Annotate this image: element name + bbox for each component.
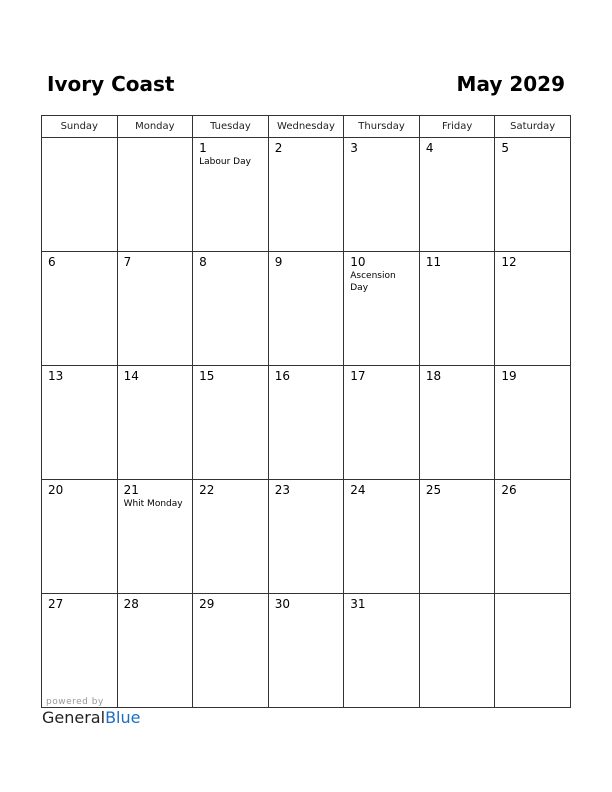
day-cell [193, 594, 269, 708]
day-number: 25 [425, 483, 442, 497]
day-number: 15 [199, 369, 215, 383]
day-number: 13 [48, 369, 64, 383]
week-row [42, 480, 571, 594]
weekday-header-sunday: Sunday [42, 116, 118, 138]
day-number: 31 [350, 597, 366, 611]
day-cell [193, 138, 269, 252]
day-cell [419, 252, 495, 366]
day-cell [268, 252, 344, 366]
day-number: 16 [274, 369, 290, 383]
day-cell [495, 252, 571, 366]
day-cell [268, 138, 344, 252]
day-cell [419, 480, 495, 594]
day-cell [344, 480, 420, 594]
day-cell [117, 366, 193, 480]
day-number: 20 [48, 483, 64, 497]
weekday-header-tuesday: Tuesday [193, 116, 269, 138]
day-number: 4 [425, 141, 434, 155]
day-cell [117, 480, 193, 594]
powered-by-label: powered by [46, 697, 104, 707]
holiday-label: Ascension Day [350, 271, 396, 293]
day-number: 6 [48, 255, 56, 269]
day-cell [495, 366, 571, 480]
day-number: 9 [274, 255, 283, 269]
day-number: 28 [123, 597, 139, 611]
day-number: 12 [501, 255, 517, 269]
day-number: 1 [199, 141, 207, 155]
day-number: 5 [501, 141, 510, 155]
day-cell [42, 138, 118, 252]
day-cell [344, 594, 420, 708]
week-row [42, 366, 571, 480]
weekday-header-thursday: Thursday [344, 116, 420, 138]
day-cell [193, 366, 269, 480]
day-cell [193, 480, 269, 594]
day-cell [117, 594, 193, 708]
day-number: 24 [350, 483, 366, 497]
day-cell [344, 252, 420, 366]
day-cell [42, 480, 118, 594]
weekday-header-wednesday: Wednesday [268, 116, 344, 138]
day-cell [42, 252, 118, 366]
day-number: 8 [199, 255, 207, 269]
day-number: 21 [123, 483, 139, 497]
weekday-header-saturday: Saturday [495, 116, 571, 138]
day-cell [419, 138, 495, 252]
day-cell [495, 594, 571, 708]
day-number: 14 [123, 369, 139, 383]
weekday-header-monday: Monday [117, 116, 193, 138]
day-cell [42, 366, 118, 480]
holiday-label: Labour Day [199, 157, 251, 167]
day-cell [193, 252, 269, 366]
day-number: 26 [501, 483, 517, 497]
month-year-title: May 2029 [456, 72, 565, 96]
week-row [42, 594, 571, 708]
day-cell [268, 480, 344, 594]
day-number: 22 [199, 483, 215, 497]
day-number: 3 [350, 141, 358, 155]
week-row [42, 252, 571, 366]
weekday-header-row [42, 116, 571, 138]
day-cell [495, 138, 571, 252]
week-row [42, 138, 571, 252]
holiday-label: Whit Monday [123, 499, 183, 509]
weekday-header-friday: Friday [419, 116, 495, 138]
calendar-grid [41, 115, 571, 708]
day-number: 23 [274, 483, 290, 497]
day-number: 10 [350, 255, 366, 269]
day-number: 27 [48, 597, 64, 611]
day-cell [419, 594, 495, 708]
day-cell [495, 480, 571, 594]
day-number: 11 [425, 255, 442, 269]
day-number: 2 [274, 141, 283, 155]
day-cell [117, 252, 193, 366]
day-number: 19 [501, 369, 517, 383]
day-cell [42, 594, 118, 708]
country-title: Ivory Coast [47, 72, 175, 96]
brand-logo-part2: Blue [105, 708, 141, 727]
day-cell [117, 138, 193, 252]
day-cell [419, 366, 495, 480]
day-number: 30 [274, 597, 290, 611]
day-cell [268, 366, 344, 480]
brand-logo[interactable] [42, 708, 140, 728]
day-cell [344, 366, 420, 480]
brand-logo-part1: General [42, 708, 106, 727]
day-number: 18 [425, 369, 442, 383]
day-cell [344, 138, 420, 252]
day-cell [268, 594, 344, 708]
day-number: 29 [199, 597, 215, 611]
day-number: 7 [123, 255, 132, 269]
day-number: 17 [350, 369, 366, 383]
